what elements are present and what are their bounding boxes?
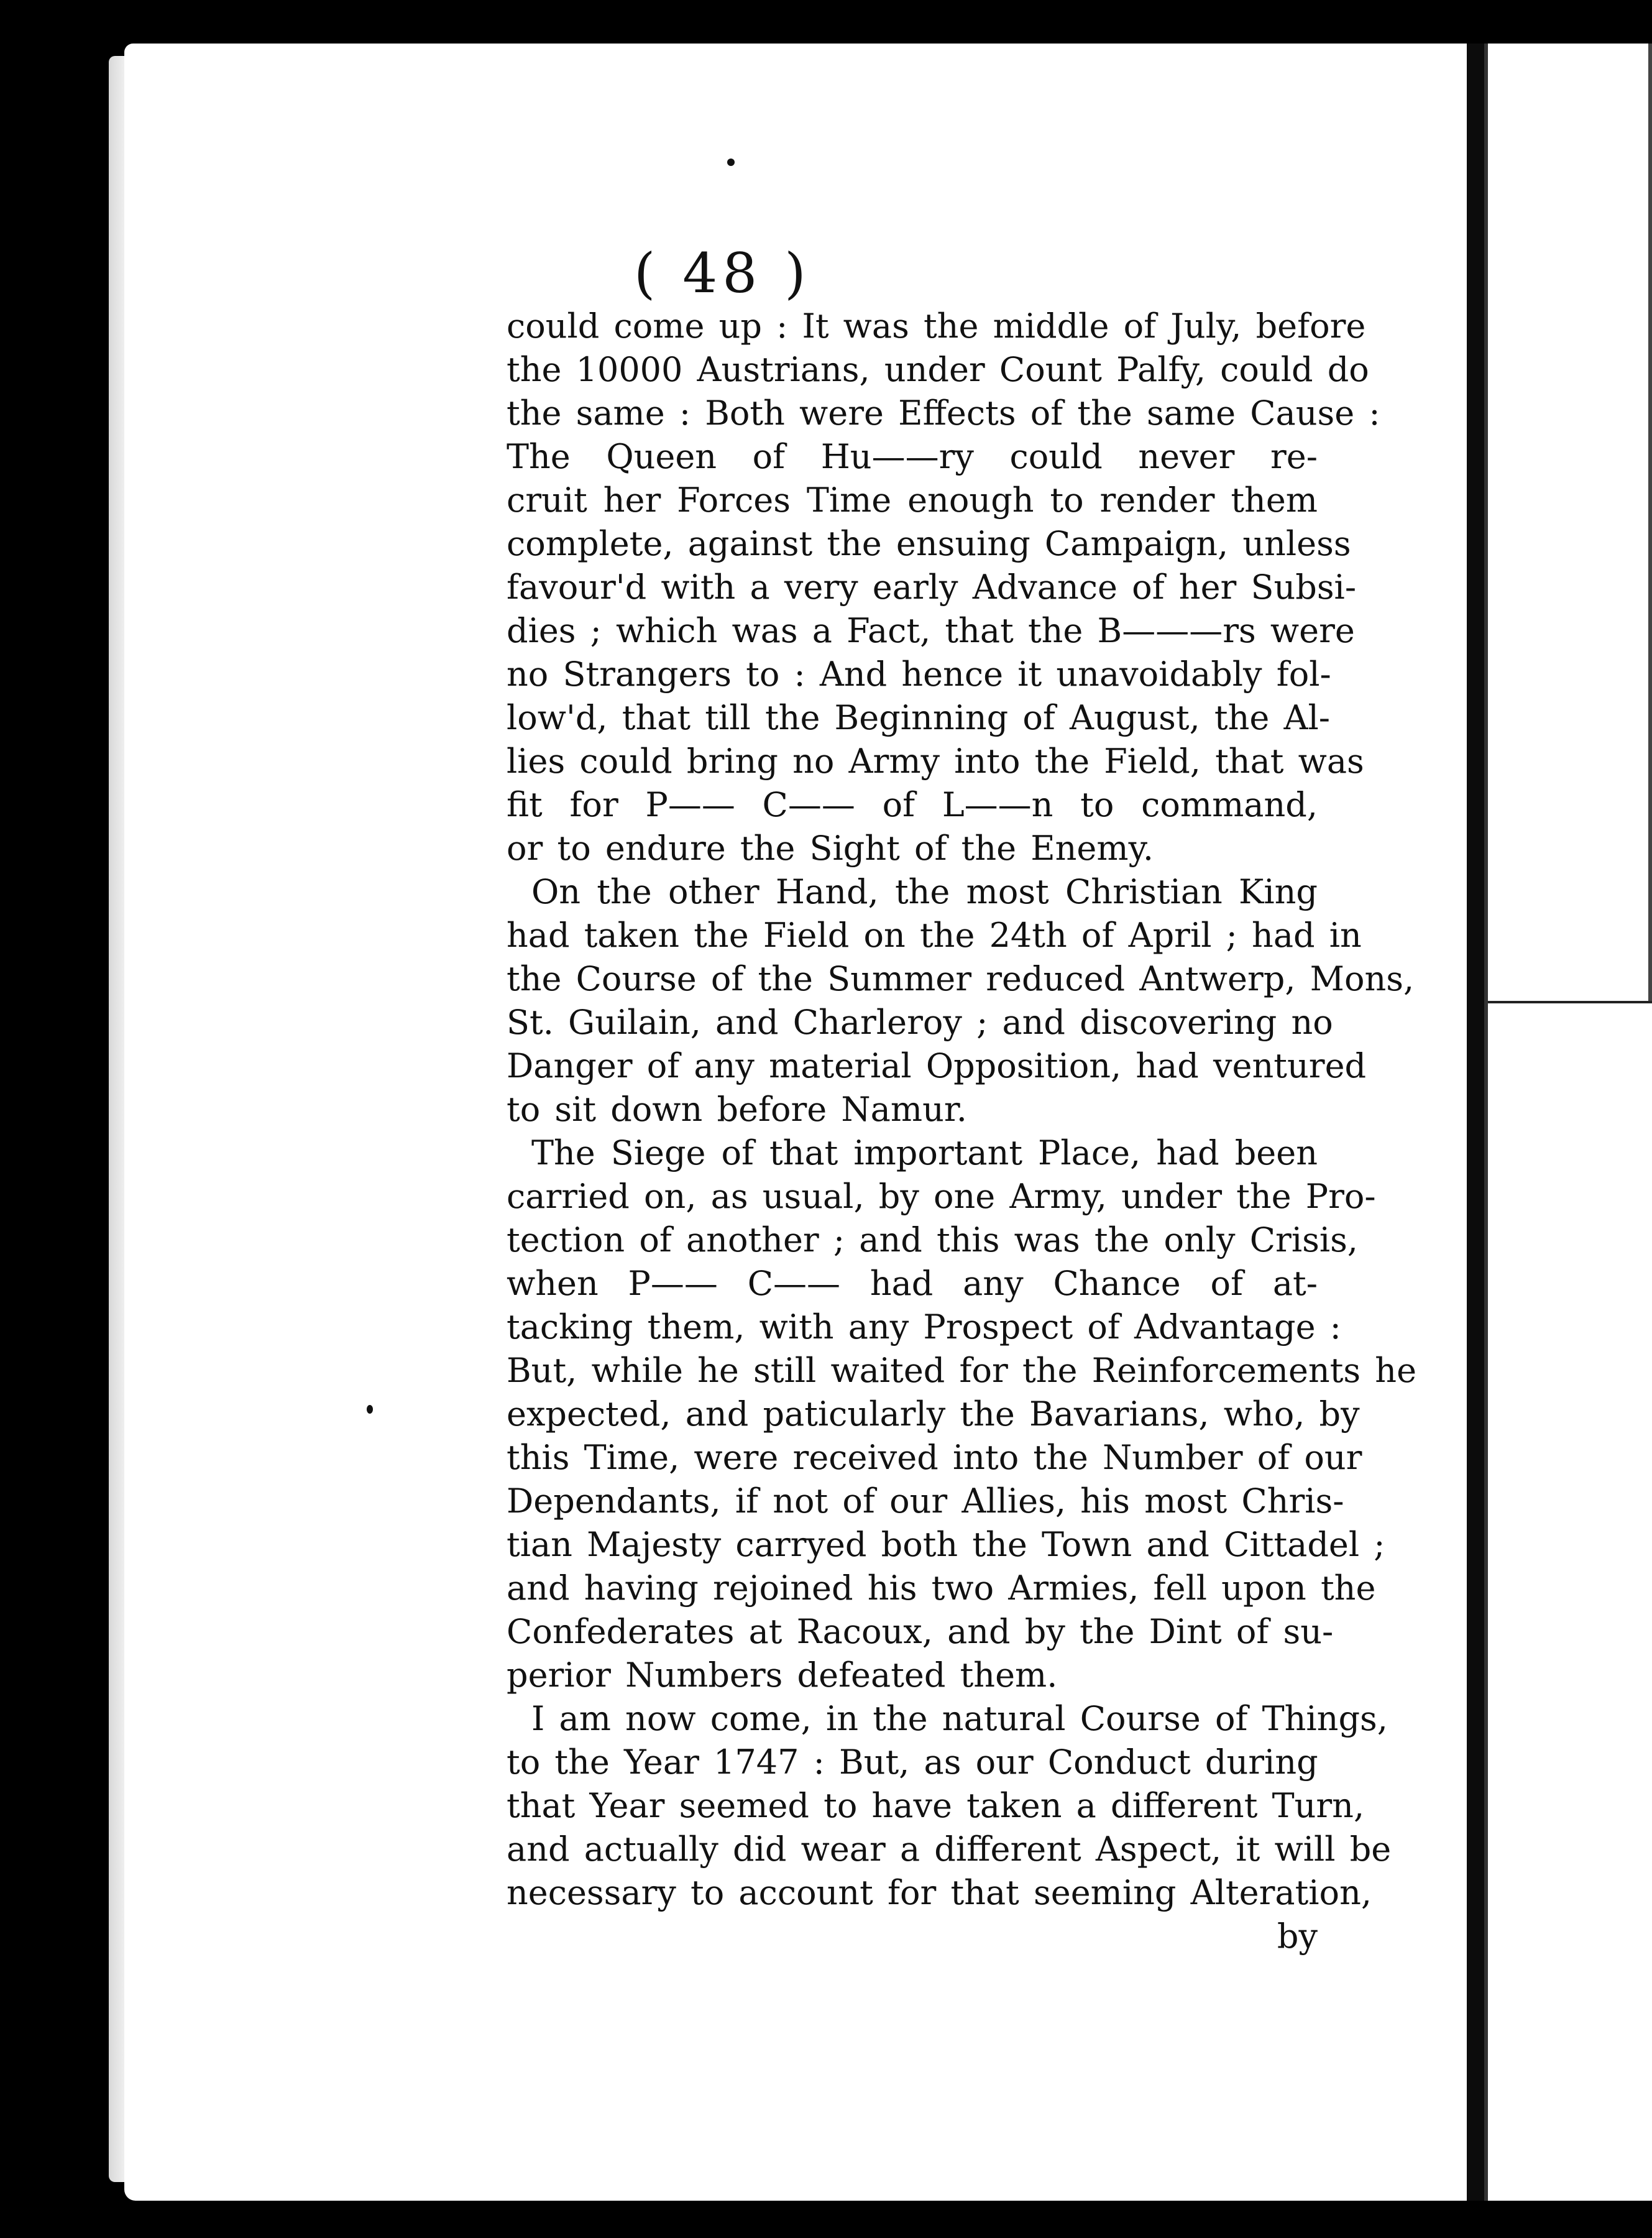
text-line: perior Numbers defeated them. — [507, 1655, 1058, 1695]
text-line: carried on, as usual, by one Army, under the Pro- — [507, 1177, 1376, 1216]
text-line: this Time, were received into the Number of our — [507, 1438, 1362, 1477]
page-number: ( 48 ) — [634, 241, 811, 305]
text-line: tacking them, with any Prospect of Advantage : — [507, 1307, 1341, 1347]
text-line: St. Guilain, and Charleroy ; and discovering no — [507, 1003, 1333, 1042]
text-line: Danger of any material Opposition, had ventured — [507, 1046, 1367, 1085]
text-line: low'd, that till the Beginning of August, the Al- — [507, 698, 1331, 737]
leaf-edge — [1648, 44, 1652, 1001]
text-line: The Queen of Hu——ry could never re- — [507, 437, 1318, 476]
text-line: and actually did wear a different Aspect, it will be — [507, 1830, 1392, 1869]
text-line: tian Majesty carryed both the Town and Cittadel ; — [507, 1525, 1385, 1564]
text-line: The Siege of that important Place, had been — [531, 1133, 1318, 1172]
ink-speck — [367, 1405, 373, 1414]
text-line: expected, and paticularly the Bavarians, who, by — [507, 1394, 1360, 1434]
text-line: to the Year 1747 : But, as our Conduct during — [507, 1743, 1318, 1782]
text-line: no Strangers to : And hence it unavoidably fol- — [507, 655, 1331, 694]
ink-speck — [727, 159, 735, 166]
text-line: the same : Both were Effects of the same Cause : — [507, 394, 1380, 433]
gutter-shadow — [1467, 44, 1484, 2201]
text-line: had taken the Field on the 24th of April ; had in — [507, 916, 1362, 955]
text-line: the Course of the Summer reduced Antwerp, Mons, — [507, 959, 1415, 998]
text-line: But, while he still waited for the Reinforcements he — [507, 1351, 1417, 1390]
opposite-leaf — [1484, 44, 1652, 2201]
text-line: complete, against the ensuing Campaign, unless — [507, 524, 1351, 563]
text-line: necessary to account for that seeming Alteration, — [507, 1873, 1372, 1912]
text-line: favour'd with a very early Advance of her Subsi- — [507, 568, 1357, 607]
text-line: cruit her Forces Time enough to render them — [507, 481, 1318, 520]
text-line: or to endure the Sight of the Enemy. — [507, 829, 1154, 868]
text-line: I am now come, in the natural Course of Things, — [531, 1699, 1388, 1738]
text-line: On the other Hand, the most Christian King — [531, 872, 1318, 911]
text-line: and having rejoined his two Armies, fell upon the — [507, 1568, 1376, 1608]
text-line: the 10000 Austrians, under Count Palfy, could do — [507, 350, 1369, 389]
text-line: when P—— C—— had any Chance of at- — [507, 1264, 1318, 1303]
text-line: that Year seemed to have taken a different Turn, — [507, 1786, 1365, 1825]
text-line: tection of another ; and this was the only Crisis, — [507, 1220, 1358, 1259]
text-line: lies could bring no Army into the Field, that was — [507, 742, 1364, 781]
text-line: dies ; which was a Fact, that the B———rs were — [507, 611, 1355, 650]
text-line: Confederates at Racoux, and by the Dint of su- — [507, 1612, 1334, 1651]
text-line: Dependants, if not of our Allies, his most Chris- — [507, 1481, 1344, 1521]
text-line: to sit down before Namur. — [507, 1090, 967, 1129]
text-line: could come up : It was the middle of July, before — [507, 306, 1366, 346]
body-text — [507, 305, 1417, 1958]
catchword: by — [1277, 1917, 1318, 1956]
leaf-divider — [1488, 1001, 1652, 1003]
text-line: fit for P—— C—— of L——n to command, — [507, 785, 1318, 824]
